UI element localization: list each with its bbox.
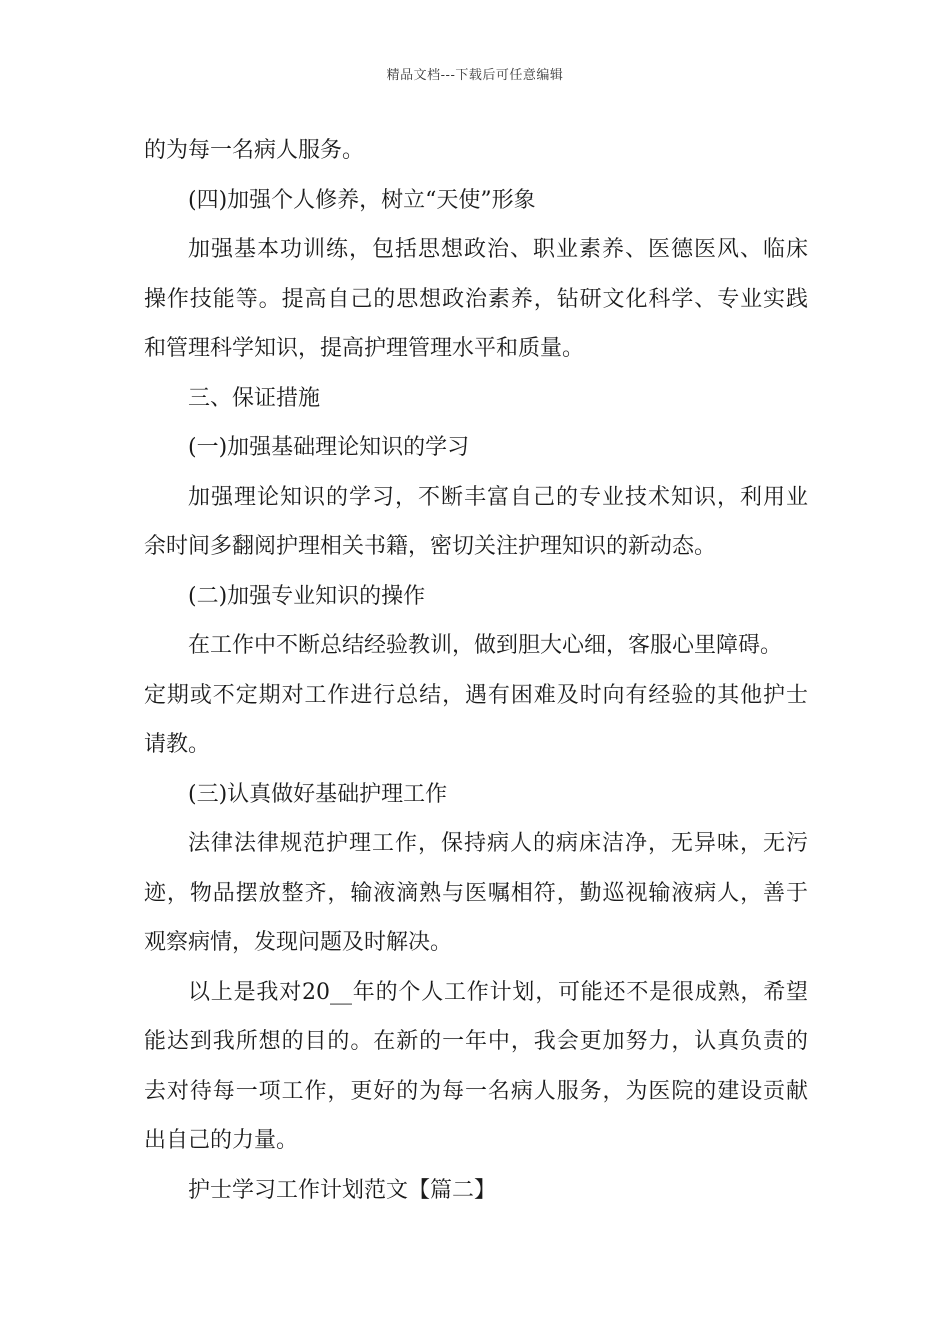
paragraph-line: 去对待每一项工作，更好的为每一名病人服务，为医院的建设贡献 [144, 1078, 808, 1104]
section-heading: (三)认真做好基础护理工作 [188, 781, 448, 807]
paragraph-line: 能达到我所想的目的。在新的一年中，我会更加努力，认真负责的 [144, 1029, 808, 1054]
paragraph-line: 定期或不定期对工作进行总结，遇有困难及时向有经验的其他护士 [144, 682, 808, 708]
section-heading: (四)加强个人修养，树立“天使”形象 [188, 187, 536, 213]
article-title: 护士学习工作计划范文【篇二】 [188, 1177, 497, 1203]
paragraph-line: 加强理论知识的学习，不断丰富自己的专业技术知识，利用业 [188, 484, 808, 510]
paragraph-line: 在工作中不断总结经验教训，做到胆大心细，客服心里障碍。 [188, 633, 783, 658]
paragraph-line: 的为每一名病人服务。 [144, 138, 365, 163]
paragraph-line: 迹，物品摆放整齐，输液滴熟与医嘱相符，勤巡视输液病人，善于 [144, 880, 808, 906]
paragraph-line: 观察病情，发现问题及时解决。 [144, 930, 453, 955]
paragraph-line: 和管理科学知识，提高护理管理水平和质量。 [144, 336, 585, 361]
paragraph-line: 余时间多翻阅护理相关书籍，密切关注护理知识的新动态。 [144, 534, 717, 559]
paragraph-line: 出自己的力量。 [144, 1128, 299, 1153]
document-body [144, 126, 808, 1215]
paragraph-line: 法律法律规范护理工作，保持病人的病床洁净，无异味，无污 [188, 831, 808, 856]
paragraph-line: 操作技能等。提高自己的思想政治素养，钻研文化科学、专业实践 [144, 286, 808, 312]
paragraph-line: 以上是我对20__年的个人工作计划，可能还不是很成熟，希望 [188, 979, 808, 1005]
section-heading: 三、保证措施 [188, 385, 321, 411]
section-heading: (二)加强专业知识的操作 [188, 583, 426, 609]
page-header: 精品文档---下载后可任意编辑 [386, 68, 564, 83]
paragraph-line: 加强基本功训练，包括思想政治、职业素养、医德医风、临床 [188, 237, 808, 262]
paragraph-line: 请教。 [144, 732, 211, 757]
section-heading: (一)加强基础理论知识的学习 [188, 435, 470, 460]
